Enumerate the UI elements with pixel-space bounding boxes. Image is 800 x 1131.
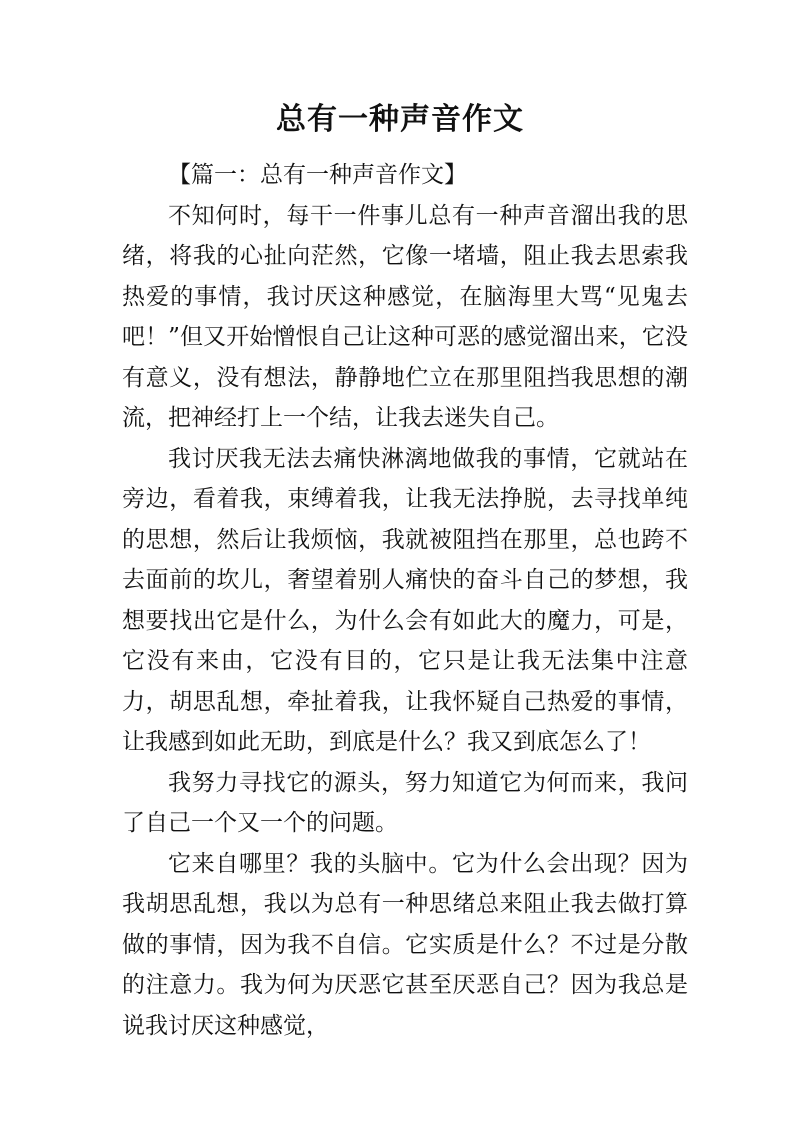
paragraph: 我讨厌我无法去痛快淋漓地做我的事情，它就站在旁边，看着我，束缚着我，让我无法挣脱，去寻找单纯的思想，然后让我烦恼，我就被阻挡在那里，总也跨不去面前的坎儿，奢望着别人痛快的奋斗自己的梦想，我想要找出它是什么，为什么会有如此大的魔力，可是，它没有来由，它没有目的，它只是让我无法集中注意力，胡思乱想，牵扯着我，让我怀疑自己热爱的事情，让我感到如此无助，到底是什么？我又到底怎么了！ (122, 445, 688, 755)
paragraph: 不知何时，每干一件事儿总有一种声音溜出我的思绪，将我的心扯向茫然，它像一堵墙，阻止我去思索我热爱的事情，我讨厌这种感觉，在脑海里大骂“见鬼去吧！”但又开始憎恨自己让这种可恶的感觉溜出来，它没有意义，没有想法，静静地伫立在那里阻挡我思想的潮流，把神经打上一个结，让我去迷失自己。 (122, 202, 688, 431)
section-heading: 【篇一：总有一种声音作文】 (168, 162, 467, 188)
paragraph: 我努力寻找它的源头，努力知道它为何而来，我问了自己一个又一个的问题。 (122, 769, 688, 836)
paragraph: 它来自哪里？我的头脑中。它为什么会出现？因为我胡思乱想，我以为总有一种思绪总来阻止我去做打算做的事情，因为我不自信。它实质是什么？不过是分散的注意力。我为何为厌恶它甚至厌恶自己？因为我总是说我讨厌这种感觉， (122, 850, 688, 1039)
document-title: 总有一种声音作文 (276, 102, 524, 137)
document-body (122, 155, 688, 1046)
